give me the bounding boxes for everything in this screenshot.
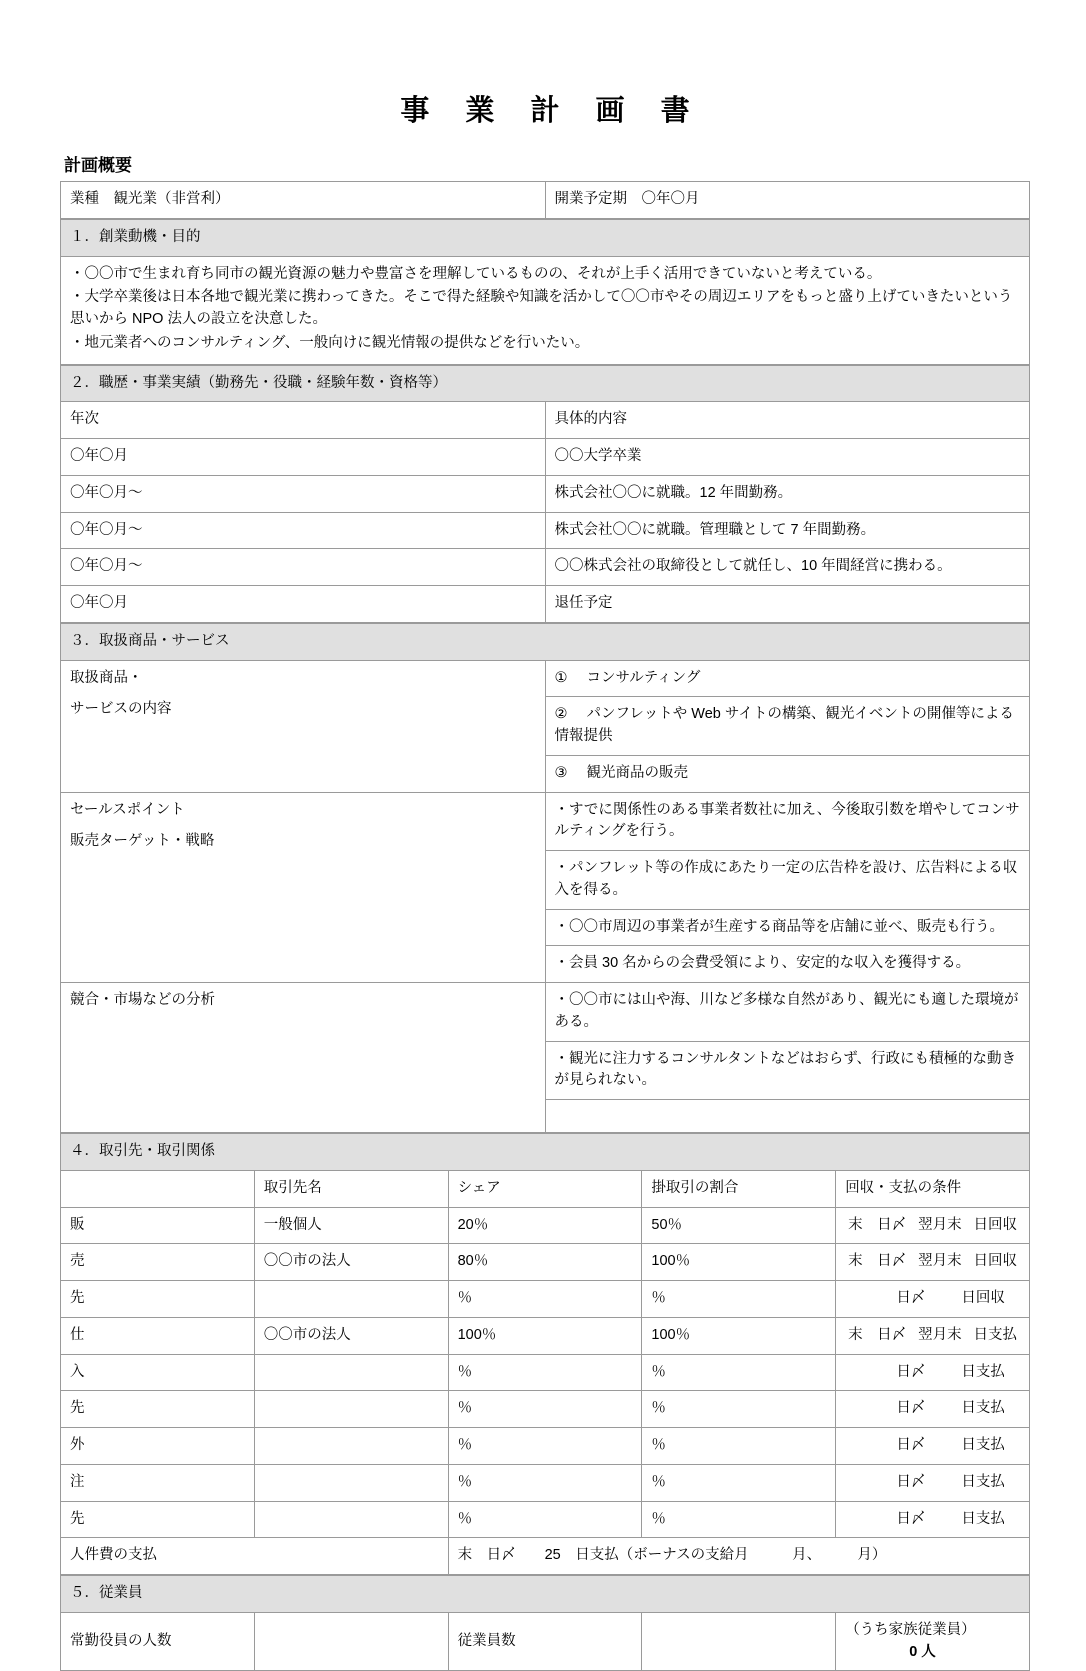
section1-line: ・地元業者へのコンサルティング、一般向けに観光情報の提供などを行いたい。 <box>70 334 590 351</box>
section2-year: 〇年〇月～ <box>61 475 546 512</box>
payroll-value: 末 日〆 25 日支払（ボーナスの支給月 月、 月） <box>448 1538 1029 1575</box>
ratio-cell <box>642 1207 836 1244</box>
section2-col-detail: 具体的内容 <box>545 402 1030 439</box>
table-row <box>61 1612 1030 1671</box>
table-row <box>61 1207 1030 1244</box>
product-text: パンフレットや Web サイトの構築、観光イベントの開催等による情報提供 <box>554 706 1014 744</box>
condition-cell <box>836 1501 1030 1538</box>
group-label-char: 仕 <box>61 1317 255 1354</box>
ratio-value: 50 <box>651 1216 668 1233</box>
table-row <box>61 1428 1030 1465</box>
cond-part: 日〆 <box>896 1363 926 1380</box>
cond-part: 翌月末 <box>918 1216 962 1233</box>
partner-name: 一般個人 <box>254 1207 448 1244</box>
section2-year: 〇年〇月 <box>61 586 546 623</box>
ratio-cell <box>642 1244 836 1281</box>
group-label-char: 入 <box>61 1354 255 1391</box>
group-label-char: 先 <box>61 1281 255 1318</box>
family-employees-cell <box>836 1612 1030 1671</box>
ratio-unit: ％ <box>651 1400 666 1417</box>
table-row <box>61 475 1030 512</box>
opening-period-cell: 開業予定期 〇年〇月 <box>545 182 1030 219</box>
cond-part: 日支払 <box>961 1363 1005 1380</box>
partner-name: 〇〇市の法人 <box>254 1317 448 1354</box>
basic-info-table <box>60 181 1030 219</box>
share-cell <box>448 1354 642 1391</box>
table-row <box>61 1317 1030 1354</box>
share-cell <box>448 1317 642 1354</box>
section1-line: ・〇〇市で生まれ育ち同市の観光資源の魅力や豊富さを理解しているものの、それが上手く活用できていないと考えている。 <box>70 265 882 282</box>
cond-part: 日〆 <box>896 1510 926 1527</box>
condition-cell <box>836 1354 1030 1391</box>
employees-label: 従業員数 <box>448 1612 642 1671</box>
products-label-line1: 取扱商品・ <box>70 669 143 686</box>
partner-name <box>254 1281 448 1318</box>
section4-header: ４．取引先・取引関係 <box>61 1134 1030 1171</box>
share-cell <box>448 1464 642 1501</box>
cond-part: 翌月末 <box>918 1253 962 1270</box>
group-label-char: 外 <box>61 1428 255 1465</box>
group-label-char: 注 <box>61 1464 255 1501</box>
section2-detail: 株式会社〇〇に就職。管理職として 7 年間勤務。 <box>545 512 1030 549</box>
sales-label-line1: セールスポイント <box>70 801 185 818</box>
partner-name: 〇〇市の法人 <box>254 1244 448 1281</box>
products-label-cell <box>61 660 546 792</box>
section5-header: ５．従業員 <box>61 1576 1030 1613</box>
officers-label: 常勤役員の人数 <box>61 1612 255 1671</box>
market-point: ・〇〇市には山や海、川など多様な自然があり、観光にも適した環境がある。 <box>545 983 1030 1042</box>
section1-line: ・大学卒業後は日本各地で観光業に携わってきた。そこで得た経験や知識を活かして〇〇市やその周辺エリアをもっと盛り上げていきたいという思いから NPO 法人の設立を決意した。 <box>70 289 1013 327</box>
table-row <box>61 256 1030 364</box>
condition-cell <box>836 1281 1030 1318</box>
ratio-unit: ％ <box>651 1510 666 1527</box>
sales-point: ・パンフレット等の作成にあたり一定の広告枠を設け、広告料による収入を得る。 <box>545 851 1030 910</box>
product-item <box>545 660 1030 697</box>
table-row <box>61 1391 1030 1428</box>
ratio-unit: ％ <box>667 1216 683 1233</box>
section2-col-year: 年次 <box>61 402 546 439</box>
table-row <box>61 1538 1030 1575</box>
cond-part: 日支払 <box>961 1510 1005 1527</box>
table-row <box>61 549 1030 586</box>
table-row <box>61 792 1030 851</box>
table-row <box>61 1134 1030 1171</box>
cond-part: 日回収 <box>973 1216 1018 1233</box>
share-unit: ％ <box>457 1290 473 1306</box>
section1-header: １．創業動機・目的 <box>61 219 1030 256</box>
condition-cell <box>836 1207 1030 1244</box>
ratio-cell <box>642 1354 836 1391</box>
sales-point: ・会員 30 名からの会費受領により、安定的な収入を獲得する。 <box>545 946 1030 983</box>
section1-table <box>60 219 1030 365</box>
condition-cell <box>836 1428 1030 1465</box>
ratio-unit: ％ <box>651 1290 666 1306</box>
section3-header: ３．取扱商品・サービス <box>61 623 1030 660</box>
share-unit: ％ <box>457 1363 473 1380</box>
cond-part: 日〆 <box>896 1473 926 1490</box>
section2-year: 〇年〇月～ <box>61 512 546 549</box>
group-label-char: 先 <box>61 1391 255 1428</box>
partner-name <box>254 1428 448 1465</box>
market-label-cell: 競合・市場などの分析 <box>61 983 546 1133</box>
ratio-unit: ％ <box>675 1326 691 1343</box>
section2-detail: 〇〇大学卒業 <box>545 439 1030 476</box>
table-row <box>61 439 1030 476</box>
market-point: ・観光に注力するコンサルタントなどはおらず、行政にも積極的な動きが見られない。 <box>545 1041 1030 1100</box>
ratio-value: 100 <box>651 1253 676 1270</box>
table-row <box>61 1464 1030 1501</box>
share-cell <box>448 1244 642 1281</box>
share-unit: ％ <box>473 1253 489 1270</box>
partner-name <box>254 1464 448 1501</box>
cond-part: 末 日〆 <box>848 1253 907 1270</box>
cond-part: 翌月末 <box>918 1326 962 1343</box>
ratio-cell <box>642 1428 836 1465</box>
market-point <box>545 1100 1030 1133</box>
family-value: 0 人 <box>909 1643 936 1660</box>
ratio-unit: ％ <box>675 1253 691 1270</box>
table-row <box>61 1244 1030 1281</box>
condition-cell <box>836 1244 1030 1281</box>
products-label-line2: サービスの内容 <box>70 701 172 718</box>
product-item <box>545 755 1030 792</box>
ratio-cell <box>642 1464 836 1501</box>
section2-detail: 株式会社〇〇に就職。12 年間勤務。 <box>545 475 1030 512</box>
share-value: 100 <box>457 1326 482 1343</box>
section2-year: 〇年〇月 <box>61 439 546 476</box>
section2-detail: 退任予定 <box>545 586 1030 623</box>
share-cell <box>448 1391 642 1428</box>
table-row <box>61 219 1030 256</box>
section2-header: ２．職歴・事業実績（勤務先・役職・経験年数・資格等） <box>61 365 1030 402</box>
share-cell <box>448 1501 642 1538</box>
group-label-char: 先 <box>61 1501 255 1538</box>
section2-table <box>60 365 1030 623</box>
table-row <box>61 512 1030 549</box>
officers-value <box>254 1612 448 1671</box>
ratio-unit: ％ <box>651 1363 666 1380</box>
product-number: ③ <box>554 764 568 781</box>
condition-cell <box>836 1464 1030 1501</box>
payroll-label: 人件費の支払 <box>61 1538 449 1575</box>
table-row <box>61 586 1030 623</box>
share-unit: ％ <box>457 1473 473 1490</box>
table-row <box>61 1354 1030 1391</box>
page-title: 事 業 計 画 書 <box>400 95 704 127</box>
section2-detail: 〇〇株式会社の取締役として就任し、10 年間経営に携わる。 <box>545 549 1030 586</box>
table-row <box>61 1576 1030 1613</box>
product-item <box>545 697 1030 756</box>
table-row <box>61 365 1030 402</box>
table-row <box>61 182 1030 219</box>
section4-table <box>60 1133 1030 1575</box>
section4-col-blank <box>61 1170 255 1207</box>
cond-part: 日〆 <box>896 1290 926 1306</box>
condition-cell <box>836 1391 1030 1428</box>
share-cell <box>448 1428 642 1465</box>
cond-part: 日支払 <box>961 1437 1005 1453</box>
product-number: ① <box>554 669 568 686</box>
section1-body <box>61 256 1030 364</box>
sales-label-line2: 販売ターゲット・戦略 <box>70 833 215 850</box>
section4-col-share: シェア <box>448 1170 642 1207</box>
product-number: ② <box>554 706 568 723</box>
ratio-cell <box>642 1317 836 1354</box>
cond-part: 日〆 <box>896 1437 926 1453</box>
share-cell <box>448 1207 642 1244</box>
cond-part: 日支払 <box>961 1473 1005 1490</box>
cond-part: 日支払 <box>961 1400 1005 1417</box>
share-unit: ％ <box>457 1400 473 1417</box>
share-unit: ％ <box>473 1216 489 1233</box>
industry-cell: 業種 観光業（非営利） <box>61 182 546 219</box>
share-unit: ％ <box>457 1437 473 1453</box>
section3-table <box>60 623 1030 1133</box>
ratio-cell <box>642 1281 836 1318</box>
table-row <box>61 1501 1030 1538</box>
section5-table <box>60 1575 1030 1671</box>
sales-label-cell <box>61 792 546 983</box>
condition-cell <box>836 1317 1030 1354</box>
ratio-cell <box>642 1391 836 1428</box>
product-text: コンサルティング <box>586 669 701 686</box>
family-label: （うち家族従業員） <box>845 1621 976 1638</box>
table-row <box>61 402 1030 439</box>
cond-part: 末 日〆 <box>848 1326 907 1343</box>
section4-col-cond: 回収・支払の条件 <box>836 1170 1030 1207</box>
section2-year: 〇年〇月～ <box>61 549 546 586</box>
section4-col-partner: 取引先名 <box>254 1170 448 1207</box>
group-label-char: 売 <box>61 1244 255 1281</box>
table-row <box>61 660 1030 697</box>
table-row <box>61 983 1030 1042</box>
group-label-char: 販 <box>61 1207 255 1244</box>
product-text: 観光商品の販売 <box>586 764 688 781</box>
share-value: 20 <box>457 1216 474 1233</box>
ratio-cell <box>642 1501 836 1538</box>
employees-value <box>642 1612 836 1671</box>
ratio-unit: ％ <box>651 1437 666 1453</box>
share-cell <box>448 1281 642 1318</box>
table-row <box>61 623 1030 660</box>
cond-part: 日支払 <box>973 1326 1018 1343</box>
sales-point: ・すでに関係性のある事業者数社に加え、今後取引数を増やしてコンサルティングを行う。 <box>545 792 1030 851</box>
cond-part: 日回収 <box>961 1290 1005 1306</box>
cond-part: 末 日〆 <box>848 1216 907 1233</box>
share-unit: ％ <box>457 1510 473 1527</box>
cond-part: 日回収 <box>973 1253 1018 1270</box>
section4-col-ratio: 掛取引の割合 <box>642 1170 836 1207</box>
table-row <box>61 1281 1030 1318</box>
plan-overview-label: 計画概要 <box>64 156 132 175</box>
share-unit: ％ <box>481 1326 497 1343</box>
partner-name <box>254 1391 448 1428</box>
ratio-unit: ％ <box>651 1473 666 1490</box>
sales-point: ・〇〇市周辺の事業者が生産する商品等を店舗に並べ、販売も行う。 <box>545 909 1030 946</box>
table-row <box>61 1170 1030 1207</box>
share-value: 80 <box>457 1253 474 1270</box>
partner-name <box>254 1501 448 1538</box>
cond-part: 日〆 <box>896 1400 926 1417</box>
partner-name <box>254 1354 448 1391</box>
ratio-value: 100 <box>651 1326 676 1343</box>
